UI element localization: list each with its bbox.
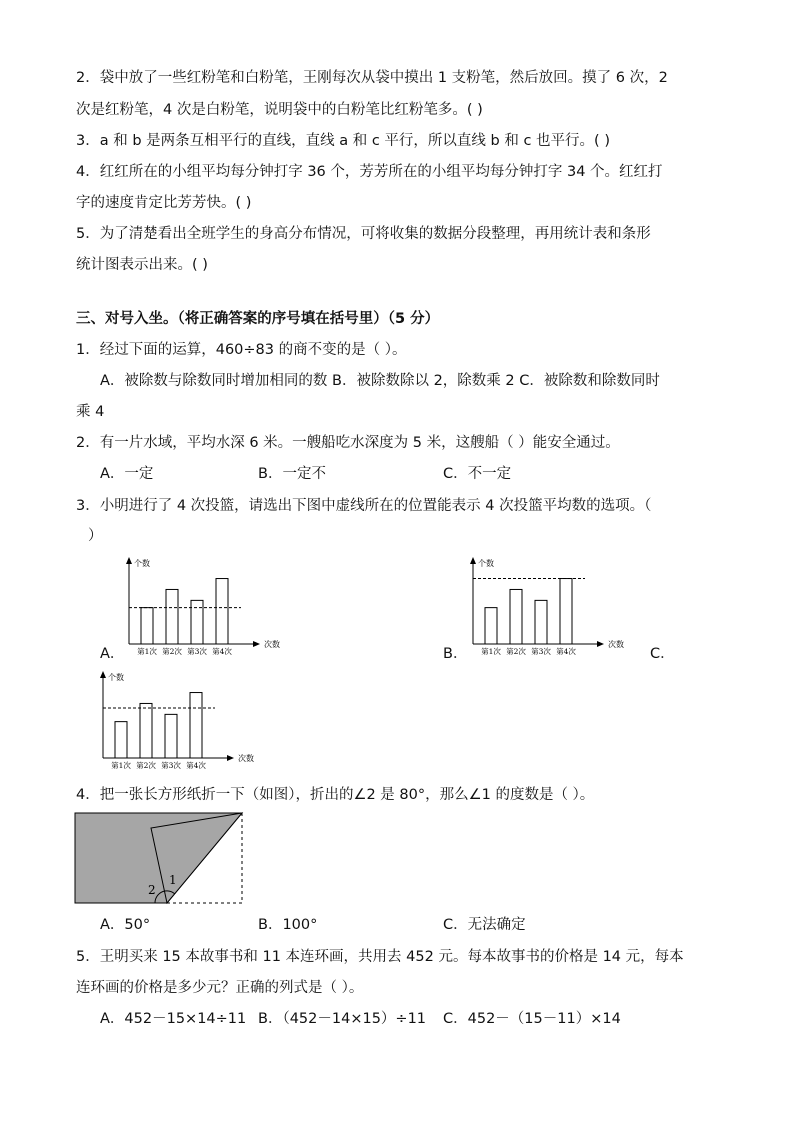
y-axis-arrow [126,557,132,564]
tick-label-4: 第4次 [212,647,232,656]
x-axis-label: 次数 [608,640,624,649]
chart-b [456,556,626,660]
bar-3 [535,600,547,644]
bar-2 [166,589,178,644]
judge-q2-line1: 2．袋中放了一些红粉笔和白粉笔，王刚每次从袋中摸出 1 支粉笔，然后放回。摸了 6 次，2 [76,70,668,86]
x-axis-arrow [227,755,234,761]
tick-label-2: 第2次 [506,647,526,656]
bar-3 [191,600,203,644]
s3-q2-stem: 2．有一片水域，平均水深 6 米。一艘船吃水深度为 5 米，这艘船（ ）能安全通过。 [76,435,620,451]
s3-q3-stem: 3．小明进行了 4 次投篮，请选出下图中虚线所在的位置能表示 4 次投篮平均数的选项。（ [76,498,652,514]
y-axis-label: 个数 [478,559,494,568]
bar-1 [115,722,127,758]
angle-label-1: 1 [169,873,177,887]
tick-label-3: 第3次 [161,761,181,770]
tick-label-2: 第2次 [162,647,182,656]
s3-q2-option-b: B．一定不 [258,466,326,482]
tick-label-3: 第3次 [187,647,207,656]
bar-1 [485,608,497,644]
bar-4 [216,579,228,644]
x-axis-arrow [253,641,260,647]
judge-q2-line2: 次是红粉笔，4 次是白粉笔，说明袋中的白粉笔比红粉笔多。( ) [76,102,483,118]
s3-q1-options-cont: 乘 4 [76,404,105,420]
tick-label-4: 第4次 [186,761,206,770]
s3-q2-option-c: C．不一定 [443,466,512,482]
tick-label-1: 第1次 [111,761,131,770]
s3-q3-label-a: A． [100,646,125,662]
judge-q4-line1: 4．红红所在的小组平均每分钟打字 36 个，芳芳所在的小组平均每分钟打字 34 个。红红打 [76,164,663,180]
bar-1 [141,608,153,644]
chart-c [86,670,256,774]
tick-label-4: 第4次 [556,647,576,656]
chart-a [112,556,282,660]
s3-q5-option-a: A．452－15×14÷11 [100,1011,247,1027]
judge-q5-line2: 统计图表示出来。( ) [76,257,208,273]
angle-label-2: 2 [148,883,156,897]
y-axis-arrow [100,671,106,678]
s3-q3-label-b: B． [443,646,468,662]
x-axis-label: 次数 [264,640,280,649]
s3-q4-option-a: A．50° [100,917,151,933]
y-axis-label: 个数 [134,559,150,568]
tick-label-3: 第3次 [531,647,551,656]
s3-q4-stem: 4．把一张长方形纸折一下（如图），折出的∠2 是 80°，那么∠1 的度数是（ ）。 [76,787,595,803]
bar-4 [190,693,202,758]
paper-folded-flap [151,813,242,903]
folded-paper-figure [74,812,246,906]
tick-label-2: 第2次 [136,761,156,770]
bar-3 [165,714,177,758]
s3-q3-stem-cont: ） [88,528,103,544]
bar-2 [140,703,152,758]
judge-q5-line1: 5．为了清楚看出全班学生的身高分布情况，可将收集的数据分段整理，再用统计表和条形 [76,226,651,242]
tick-label-1: 第1次 [137,647,157,656]
s3-q5-option-b: B．（452－14×15）÷11 [258,1011,427,1027]
s3-q1-options: A．被除数与除数同时增加相同的数 B．被除数除以 2，除数乘 2 C．被除数和除数同时 [100,373,660,389]
judge-q4-line2: 字的速度肯定比芳芳快。( ) [76,195,252,211]
s3-q2-option-a: A．一定 [100,466,154,482]
s3-q1-stem: 1．经过下面的运算，460÷83 的商不变的是（ ）。 [76,342,407,358]
bar-4 [560,579,572,644]
s3-q3-label-c: C． [650,646,675,662]
y-axis-label: 个数 [108,673,124,682]
tick-label-1: 第1次 [481,647,501,656]
section3-title: 三、对号入坐。（将正确答案的序号填在括号里）（5 分） [76,311,440,327]
x-axis-arrow [597,641,604,647]
x-axis-label: 次数 [238,754,254,763]
s3-q4-option-c: C．无法确定 [443,917,526,933]
s3-q4-option-b: B．100° [258,917,318,933]
y-axis-arrow [470,557,476,564]
bar-2 [510,589,522,644]
s3-q5-line2: 连环画的价格是多少元？正确的列式是（ ）。 [76,980,364,996]
s3-q5-line1: 5．王明买来 15 本故事书和 11 本连环画，共用去 452 元。每本故事书的价格是 14 元，每本 [76,949,684,965]
s3-q5-option-c: C．452－（15－11）×14 [443,1011,621,1027]
judge-q3-line1: 3．a 和 b 是两条互相平行的直线，直线 a 和 c 平行，所以直线 b 和 c 也平行。( ) [76,133,610,149]
